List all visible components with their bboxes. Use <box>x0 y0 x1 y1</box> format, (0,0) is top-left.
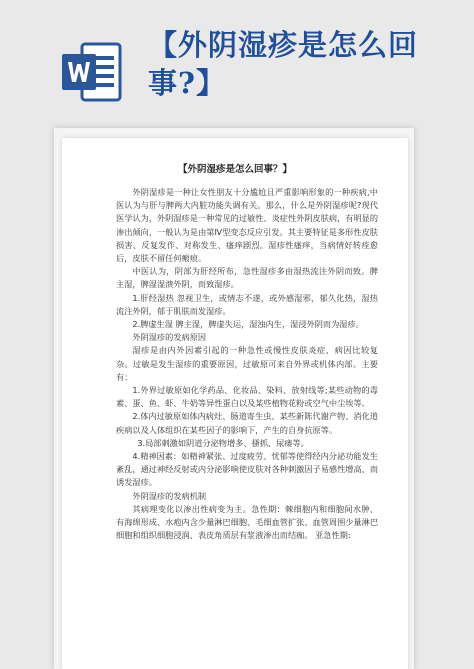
header <box>0 0 474 130</box>
paragraph: 3.局部刺激如阴道分泌物增多、搔抓、尿瘘等。 <box>137 437 309 448</box>
paragraph: 1.外界过敏原如化学药品、化妆品、染料、放射线等;某些动物的毒素、蛋、鱼、虾、牛奶等异性蛋白以及某些植物花粉或空气中尘埃等。 <box>116 385 378 409</box>
document-title: 【外阴湿疹是怎么回事？】 <box>177 164 292 175</box>
page-title: 【外阴湿疹是怎么回事?】 <box>148 28 419 100</box>
paragraph: 2.脾虚生湿 脾主湿，脾虚失运，湿浊内生，湿浸外阴而为湿疹。 <box>132 319 364 330</box>
section-heading: 外阴湿疹的发病机制 <box>132 490 207 501</box>
paragraph: 1.肝经湿热 忽视卫生，或情志不遂，或外感湿邪，郁久化热，湿热流注外阴，郁于肌肤而发湿疹。 <box>116 292 378 316</box>
paragraph: 其病理变化以渗出性病变为主。急性期：棘细胞内和细胞间水肿、有海绵形成、水疱内含少量淋巴细胞、毛细血管扩张、血管周围少量淋巴细胞和组织细胞浸润、表皮角质层有浆液渗出而结痂。 亚急性期: <box>116 503 379 541</box>
paragraph: 外阴湿疹是一种让女性朋友十分尴尬且严重影响形象的一种疾病,中医认为与肝与脾两大内脏功能失调有关。那么，什么是外阴湿疹呢?现代医学认为，外阴湿疹是一种常见的过敏性、炎症性外阴皮肤病，有明显的渗出倾向，一般认为是由第Ⅳ型变态反应引发。其主要特征是多形性皮肤损害、反复发作、对称发生、瘙痒剧烈。湿疹性瘙痒，当病情好转痊愈后，皮肤不留任何瘢痕。 <box>116 187 379 264</box>
word-document-icon <box>60 40 124 104</box>
paragraph: 4.精神因素：如精神紧张、过度疲劳、忧郁等使得经内分泌功能发生紊乱，通过神经反射或内分泌影响使皮肤对各种刺激因子易感性增高，而诱发湿疹。 <box>116 451 379 488</box>
document-body <box>116 186 378 542</box>
section-heading: 外阴湿疹的发病原因 <box>132 332 207 343</box>
paragraph: 湿疹是由内外因素引起的一种急性或慢性皮肤炎症，病因比较复杂。过敏是发生湿疹的重要原因，过敏原可来自外界或机体内部。主要有： <box>116 345 378 382</box>
document-page <box>62 138 408 669</box>
paragraph: 中医认为，阴部为肝经所布，急性湿疹多由湿热流注外阴而致。脾主湿，脾湿湿溃外阴，而致湿疹。 <box>116 266 378 290</box>
paragraph: 2.体内过敏原如体内病灶、肠道寄生虫、某些新陈代谢产物、消化道疾病以及人体组织在某些因子的影响下，产生的自身抗原等。 <box>116 411 378 435</box>
